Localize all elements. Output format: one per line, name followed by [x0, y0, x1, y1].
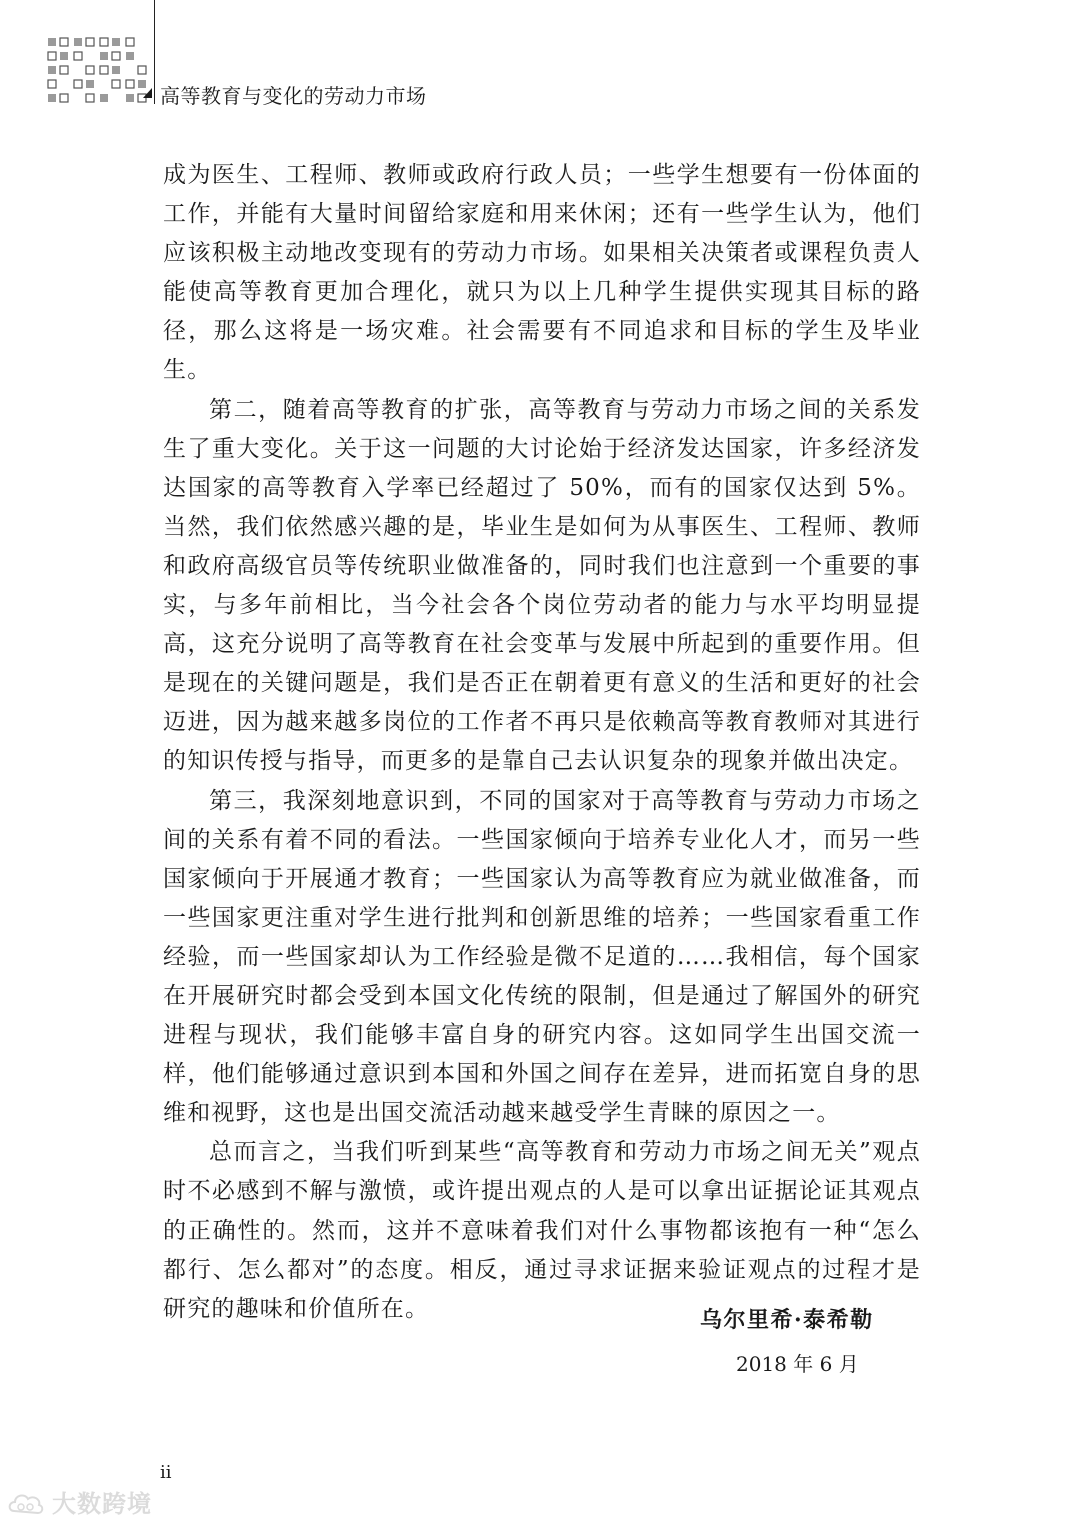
watermark: [6, 1484, 152, 1519]
header-triangle-icon: [143, 88, 152, 98]
paragraph-1: 成为医生、工程师、教师或政府行政人员；一些学生想要有一份体面的工作，并能有大量时间留给家庭和用来休闲；还有一些学生认为，他们应该积极主动地改变现有的劳动力市场。如果相关决策者或课程负责人能使高等教育更加合理化，就只为以上几种学生提供实现其目标的路径，那么这将是一场灾难。社会需要有不同追求和目标的学生及毕业生。: [163, 162, 921, 384]
signature-date: 2018 年 6 月: [736, 1352, 859, 1376]
author-signature: 乌尔里希·泰希勒: [700, 1307, 874, 1333]
header-vertical-rule: [154, 0, 155, 104]
header-grid-decoration-icon: [46, 36, 152, 106]
running-header-title: 高等教育与变化的劳动力市场: [160, 84, 427, 108]
paragraph-4: 总而言之，当我们听到某些“高等教育和劳动力市场之间无关”观点时不必感到不解与激愤，或许提出观点的人是可以拿出证据论证其观点的正确性的。然而，这并不意味着我们对什么事物都该抱有一种“怎么都行、怎么都对”的态度。相反，通过寻求证据来验证观点的过程才是研究的趣味和价值所在。: [163, 1139, 921, 1322]
body-text: [163, 156, 921, 1329]
paragraph-3: 第三，我深刻地意识到，不同的国家对于高等教育与劳动力市场之间的关系有着不同的看法。一些国家倾向于培养专业化人才，而另一些国家倾向于开展通才教育；一些国家认为高等教育应为就业做准备，而一些国家更注重对学生进行批判和创新思维的培养；一些国家看重工作经验，而一些国家却认为工作经验是微不足道的……我相信，每个国家在开展研究时都会受到本国文化传统的限制，但是通过了解国外的研究进程与现状，我们能够丰富自身的研究内容。这如同学生出国交流一样，他们能够通过意识到本国和外国之间存在差异，进而拓宽自身的思维和视野，这也是出国交流活动越来越受学生青睐的原因之一。: [163, 787, 921, 1127]
watermark-text: 大数跨境: [52, 1490, 152, 1518]
page-number: ii: [160, 1462, 172, 1483]
cloud-logo-icon: [6, 1487, 46, 1517]
paragraph-2: 第二，随着高等教育的扩张，高等教育与劳动力市场之间的关系发生了重大变化。关于这一问题的大讨论始于经济发达国家，许多经济发达国家的高等教育入学率已经超过了 50%，而有的国家仅达到 5%。当然，我们依然感兴趣的是，毕业生是如何为从事医生、工程师、教师和政府高级官员等传统职业做准备的，同时我们也注意到一个重要的事实，与多年前相比，当今社会各个岗位劳动者的能力与水平均明显提高，这充分说明了高等教育在社会变革与发展中所起到的重要作用。但是现在的关键问题是，我们是否正在朝着更有意义的生活和更好的社会迈进，因为越来越多岗位的工作者不再只是依赖高等教育教师对其进行的知识传授与指导，而更多的是靠自己去认识复杂的现象并做出决定。: [163, 396, 921, 775]
